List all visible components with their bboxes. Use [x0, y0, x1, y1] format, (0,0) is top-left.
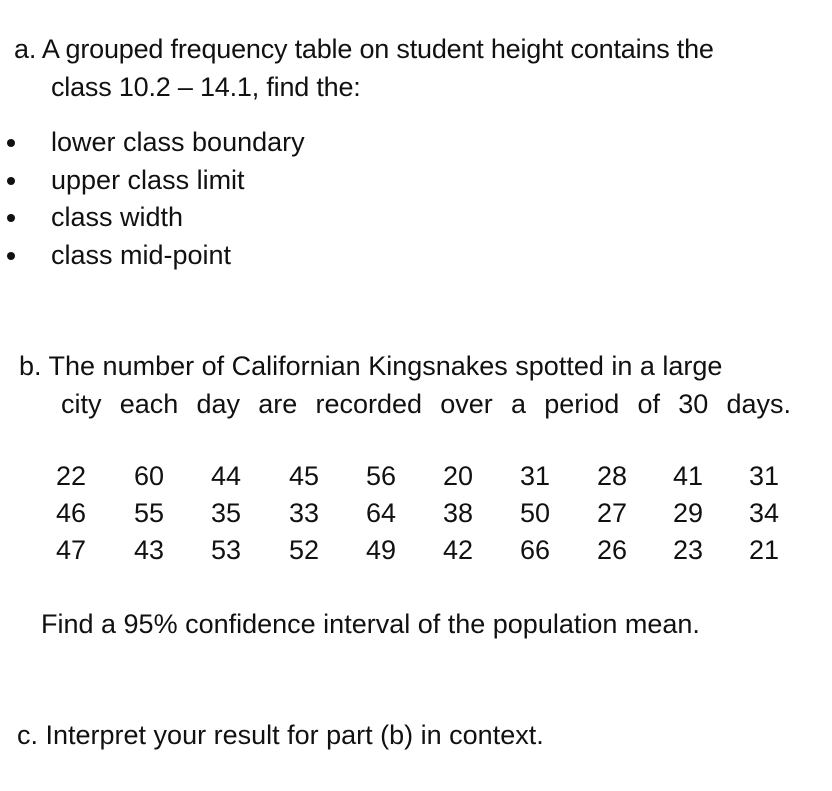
data-value: 44: [211, 461, 242, 491]
bullet-icon: [7, 139, 15, 147]
data-value: 52: [289, 535, 320, 565]
data-value: 34: [749, 498, 780, 528]
data-value: 31: [749, 461, 780, 491]
bullet-icon: [7, 252, 15, 260]
data-value: 38: [443, 498, 474, 528]
kingsnake-data-grid: [56, 458, 786, 569]
data-value: 50: [520, 498, 551, 528]
data-value: 22: [56, 461, 87, 491]
question-a-line-2: class 10.2 – 14.1, find the:: [51, 72, 361, 102]
data-value: 21: [749, 535, 780, 565]
data-value: 55: [134, 498, 165, 528]
bullet-text: upper class limit: [51, 164, 245, 195]
data-value: 33: [289, 498, 320, 528]
data-value: 35: [211, 498, 242, 528]
data-value: 31: [520, 461, 551, 491]
data-row: [56, 495, 786, 532]
bullet-text: lower class boundary: [51, 127, 305, 157]
data-value: 45: [289, 461, 320, 491]
question-b-line-1: b. The number of Californian Kingsnakes spotted in a large: [19, 351, 723, 381]
bullet-text: class width: [51, 202, 184, 232]
data-row: [56, 458, 786, 495]
bullet-icon: [7, 214, 15, 222]
data-value: 56: [366, 461, 397, 491]
data-value: 41: [673, 461, 704, 491]
bullet-text: class mid-point: [51, 239, 232, 270]
data-value: 20: [443, 461, 474, 491]
question-c: c. Interpret your result for part (b) in context.: [17, 720, 544, 750]
data-value: 42: [443, 535, 474, 565]
data-row: [56, 532, 786, 569]
data-value: 47: [56, 535, 87, 565]
question-a-bullet-list: [0, 124, 800, 274]
data-value: 23: [673, 535, 704, 565]
data-value: 29: [673, 498, 704, 528]
data-value: 66: [520, 535, 551, 565]
data-value: 27: [597, 498, 628, 528]
data-value: 43: [134, 535, 165, 565]
data-value: 64: [366, 498, 397, 528]
data-value: 46: [56, 498, 87, 528]
question-b-line-2: city each day are recorded over a period of 30 days.: [61, 389, 791, 419]
bullet-item: [0, 162, 800, 200]
bullet-item: [0, 237, 800, 275]
bullet-item: [0, 199, 800, 237]
data-value: 26: [597, 535, 628, 565]
question-b: [19, 347, 791, 423]
question-a-line-1: a. A grouped frequency table on student height contains the: [14, 34, 714, 64]
question-b-task: Find a 95% confidence interval of the population mean.: [41, 609, 700, 639]
data-value: 53: [211, 535, 242, 565]
bullet-item: [0, 124, 800, 162]
data-value: 28: [597, 461, 628, 491]
bullet-icon: [7, 177, 15, 185]
question-a: [14, 30, 814, 106]
data-value: 60: [134, 461, 165, 491]
data-value: 49: [366, 535, 397, 565]
